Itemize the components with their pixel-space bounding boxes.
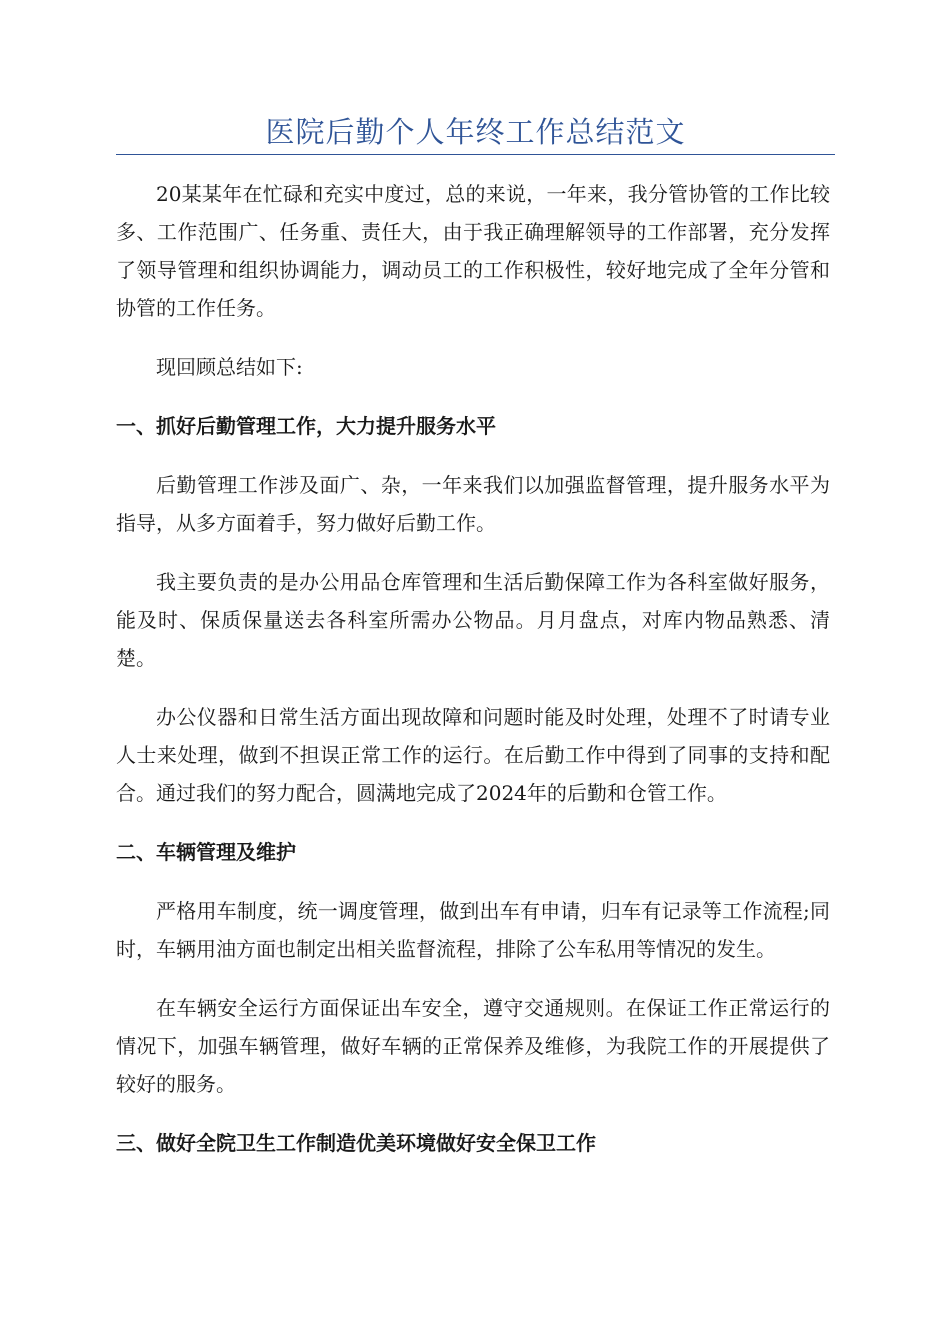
review-paragraph: 现回顾总结如下: (156, 355, 303, 379)
section2-paragraph-1: 严格用车制度，统一调度管理，做到出车有申请，归车有记录等工作流程;同时，车辆用油方面也制定出相关监督流程，排除了公车私用等情况的发生。 (116, 899, 830, 961)
section1-paragraph-1: 后勤管理工作涉及面广、杂，一年来我们以加强监督管理，提升服务水平为指导，从多方面着手，努力做好后勤工作。 (116, 473, 830, 535)
title-underline (116, 154, 835, 155)
document-title: 医院后勤个人年终工作总结范文 (265, 115, 686, 149)
section-heading-2: 二、车辆管理及维护 (116, 840, 296, 864)
section2-paragraph-2: 在车辆安全运行方面保证出车安全，遵守交通规则。在保证工作正常运行的情况下，加强车辆管理，做好车辆的正常保养及维修，为我院工作的开展提供了较好的服务。 (116, 996, 830, 1096)
intro-paragraph: 20某某年在忙碌和充实中度过，总的来说，一年来，我分管协管的工作比较多、工作范围广、任务重、责任大，由于我正确理解领导的工作部署，充分发挥了领导管理和组织协调能力，调动员工的工作积极性，较好地完成了全年分管和协管的工作任务。 (116, 182, 830, 320)
section-heading-3: 三、做好全院卫生工作制造优美环境做好安全保卫工作 (116, 1131, 596, 1155)
document-body (116, 175, 830, 1183)
section1-paragraph-3: 办公仪器和日常生活方面出现故障和问题时能及时处理，处理不了时请专业人士来处理，做到不担误正常工作的运行。在后勤工作中得到了同事的支持和配合。通过我们的努力配合，圆满地完成了2024年的后勤和仓管工作。 (116, 705, 830, 805)
section1-paragraph-2: 我主要负责的是办公用品仓库管理和生活后勤保障工作为各科室做好服务，能及时、保质保量送去各科室所需办公物品。月月盘点，对库内物品熟悉、清楚。 (116, 570, 830, 670)
section-heading-1: 一、抓好后勤管理工作，大力提升服务水平 (116, 414, 496, 438)
